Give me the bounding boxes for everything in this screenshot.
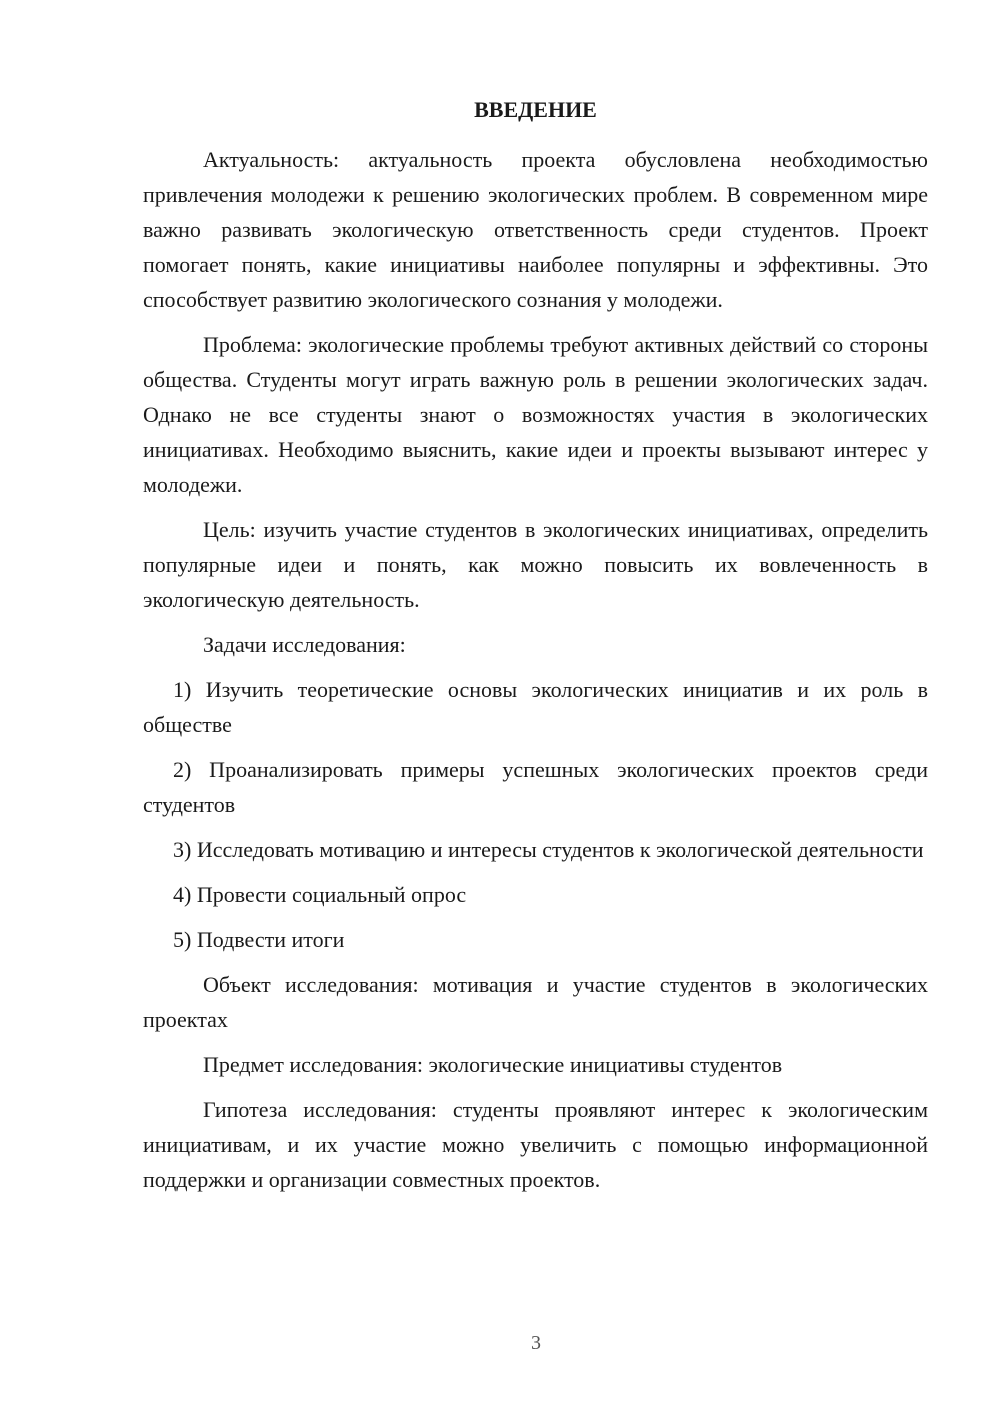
task-item-2: 2) Проанализировать примеры успешных экологических проектов среди студентов: [143, 757, 928, 817]
section-title: ВВЕДЕНИЕ: [474, 97, 597, 122]
document-body: [143, 92, 928, 1207]
paragraph-subject: Предмет исследования: экологические инициативы студентов: [203, 1052, 783, 1077]
task-item-3: 3) Исследовать мотивацию и интересы студентов к экологической деятельности: [173, 837, 924, 862]
paragraph-problem: Проблема: экологические проблемы требуют активных действий со стороны общества. Студенты могут играть важную роль в решении экологических задач. Однако не все студенты знают о возможностях участия в экологических инициативах. Необходимо выяснить, какие идеи и проекты вызывают интерес у молодежи.: [143, 332, 928, 497]
page-number: 3: [531, 1332, 541, 1354]
tasks-heading: Задачи исследования:: [203, 632, 406, 657]
task-item-5: 5) Подвести итоги: [173, 927, 345, 952]
task-item-1: 1) Изучить теоретические основы экологических инициатив и их роль в обществе: [143, 677, 928, 737]
paragraph-hypothesis: Гипотеза исследования: студенты проявляют интерес к экологическим инициативам, и их участие можно увеличить с помощью информационной поддержки и организации совместных проектов.: [143, 1097, 928, 1192]
paragraph-relevance: Актуальность: актуальность проекта обусловлена необходимостью привлечения молодежи к решению экологических проблем. В современном мире важно развивать экологическую ответственность среди студентов. Проект помогает понять, какие инициативы наиболее популярны и эффективны. Это способствует развитию экологического сознания у молодежи.: [143, 147, 928, 312]
paragraph-goal: Цель: изучить участие студентов в экологических инициативах, определить популярные идеи и понять, как можно повысить их вовлеченность в экологическую деятельность.: [143, 517, 928, 612]
task-item-4: 4) Провести социальный опрос: [173, 882, 467, 907]
paragraph-object: Объект исследования: мотивация и участие студентов в экологических проектах: [143, 972, 928, 1032]
